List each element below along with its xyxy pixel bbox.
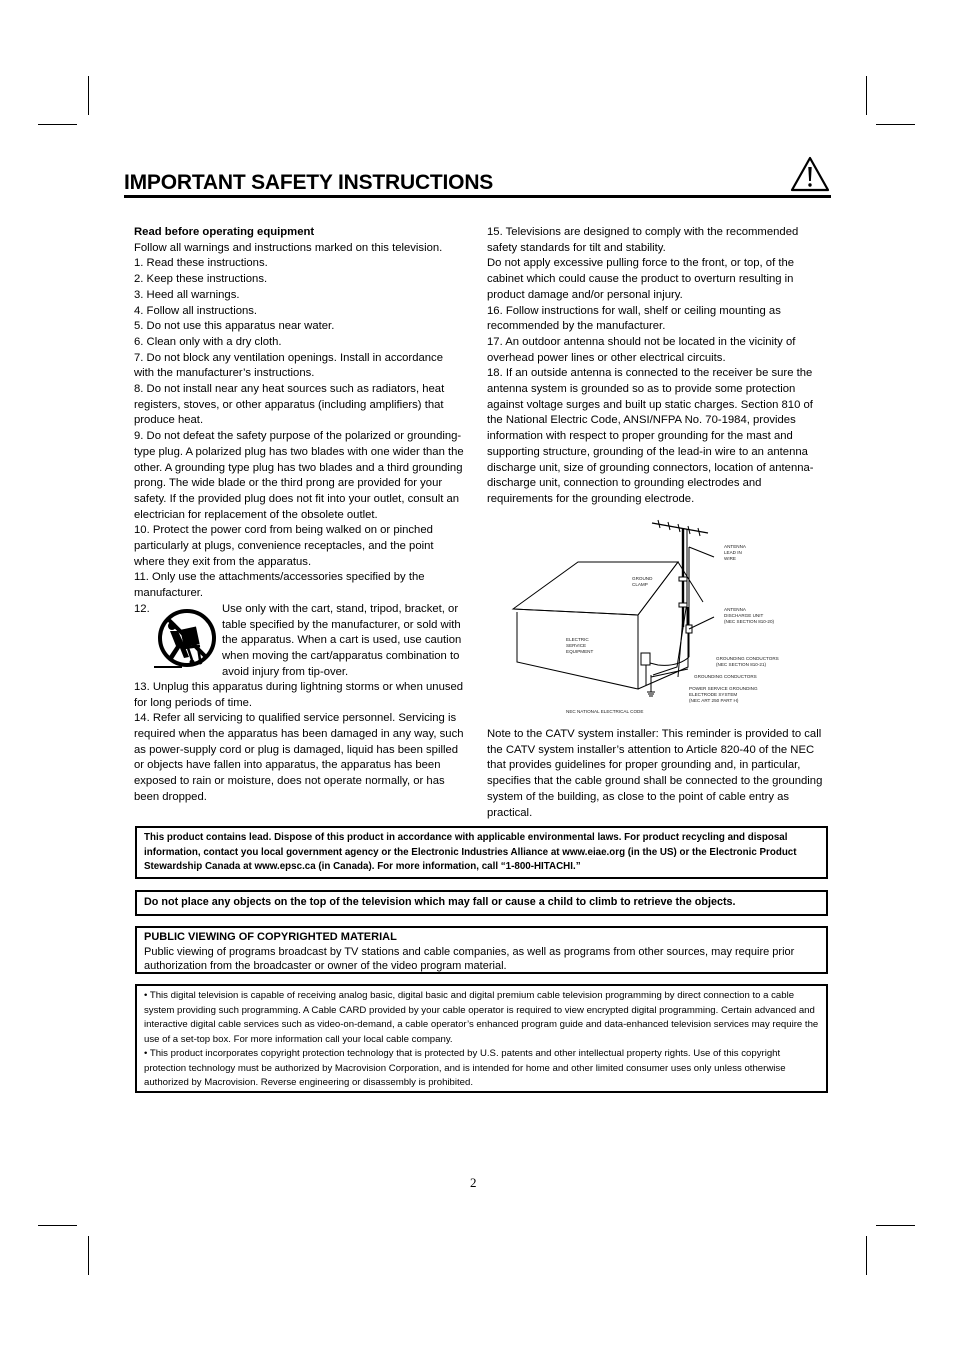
cart-instruction-text: Use only with the cart, stand, tripod, bracket, or table specified by the manufacturer, or sold with the apparatus. When a cart is used, use caution when moving the cart/apparatus combination to avoid injury from tip-over. (222, 602, 462, 678)
cart-instruction (134, 602, 464, 680)
instruction-item: 13. Unplug this apparatus during lightning storms or when unused for long periods of time. (134, 680, 464, 709)
right-column (487, 225, 827, 508)
label-grounding-conductors: GROUNDING CONDUCTORS (716, 656, 779, 661)
warning-triangle-icon (790, 156, 830, 192)
label-antenna-lead: LEAD IN (724, 550, 742, 555)
label-antenna-lead: WIRE (724, 556, 736, 561)
label-discharge-unit: DISCHARGE UNIT (724, 613, 764, 618)
instruction-item: 11. Only use the attachments/accessories specified by the manufacturer. (134, 571, 425, 600)
label-grounding-conductors: GROUNDING CONDUCTORS (694, 674, 757, 679)
page-title: IMPORTANT SAFETY INSTRUCTIONS (124, 171, 494, 194)
label-power-service: ELECTRODE SYSTEM (689, 692, 738, 697)
left-column (134, 225, 464, 806)
catv-note: Note to the CATV system installer: This reminder is provided to call the CATV system installer’s attention to Article 820-40 of the NEC that provides guidelines for proper grounding and, in particular, specifies that the cable ground shall be connected to the grounding system of the building, as close to the point of cable entry as practical. (487, 728, 823, 819)
label-nec: NEC NATIONAL ELECTRICAL CODE (566, 709, 644, 714)
instruction-item: 4. Follow all instructions. (134, 304, 258, 317)
page-number: 2 (470, 1175, 477, 1190)
lead-notice-text: This product contains lead. Dispose of this product in accordance with applicable environmental laws. For product recycling and disposal information, contact you local government agency or the Electronic Industries Alliance at www.eiae.org (in the US) or the Electronic Product Stewardship Canada at www.epsc.ca (in Canada). For more information, call “1-800-HITACHI.” (144, 832, 797, 872)
digital-cable-box (135, 984, 828, 1093)
instruction-item: 1. Read these instructions. (134, 257, 268, 270)
lead-notice-box (135, 826, 828, 879)
digital-note: • This digital television is capable of receiving analog basic, digital basic and digital premium cable television programming by direct connection to a cable system providing such programming. A Cable CARD provided by your cable operator is required to view encrypted digital programming. Certain advanced and interactive digital cable services such as video-on-demand, a cable operator’s enhanced program guide and data-enhanced television services may require the use of a set-top box. For more information call your local cable company. (144, 990, 819, 1045)
instruction-item: 3. Heed all warnings. (134, 288, 240, 301)
crop-mark (876, 1225, 915, 1226)
label-discharge-unit: (NEC SECTION 810-20) (724, 619, 775, 624)
instruction-item: 14. Refer all servicing to qualified service personnel. Servicing is required when the apparatus has been damaged in any way, such as power-supply cord or plug is damaged, liquid has been spilled or objects have fallen into apparatus, the apparatus has been exposed to rain or moisture, does not operate normally, or has been dropped. (134, 712, 464, 803)
instruction-item: 9. Do not defeat the safety purpose of the polarized or grounding-type plug. A polarized plug has two blades with one wider than the other. A grounding type plug has two blades and a third grounding prong. The wide blade or the third prong are provided for your safety. If the provided plug does not fit into your outlet, consult an electrician for replacement of the obsolete outlet. (134, 430, 464, 521)
crop-mark (866, 76, 867, 115)
copyright-heading: PUBLIC VIEWING OF COPYRIGHTED MATERIAL (144, 931, 397, 943)
crop-mark (38, 1225, 77, 1226)
instruction-item: 6. Clean only with a dry cloth. (134, 335, 282, 348)
copyright-box (135, 926, 828, 974)
label-electric-service: SERVICE (566, 643, 587, 648)
instruction-item: 7. Do not block any ventilation openings. Install in accordance with the manufacturer’s instructions. (134, 351, 443, 380)
instruction-item: 2. Keep these instructions. (134, 273, 268, 286)
instruction-item: 15. Televisions are designed to comply with the recommended safety standards for tilt and stability. (487, 226, 799, 254)
objects-warning-box (135, 890, 828, 916)
digital-note: • This product incorporates copyright protection technology that is protected by U.S. patents and other intellectual property rights. Use of this copyright protection technology must be authorized by Macrovision Corporation, and is intended for home and other limited consumer uses only unless otherwise authorized by Macrovision. Reverse engineering or disassembly is prohibited. (144, 1048, 786, 1088)
copyright-text: Public viewing of programs broadcast by TV stations and cable companies, as well as programs from other sources, may require prior authorization from the broadcaster or owner of the video program material. (144, 945, 795, 972)
label-ground-clamp: CLAMP (632, 582, 648, 587)
instruction-item: 10. Protect the power cord from being walked on or pinched particularly at plugs, convenience receptacles, and the point where they exit from the apparatus. (134, 524, 434, 568)
crop-mark (38, 124, 77, 125)
crop-mark (88, 1236, 89, 1275)
instruction-item: 5. Do not use this apparatus near water. (134, 320, 335, 333)
label-antenna-lead: ANTENNA (724, 544, 746, 549)
house-drawing (513, 562, 703, 689)
label-electric-service: EQUIPMENT (566, 649, 594, 654)
section-heading: Read before operating equipment (134, 226, 315, 238)
instruction-item: 17. An outdoor antenna should not be located in the vicinity of overhead power lines or other electrical circuits. (487, 335, 796, 364)
label-power-service: (NEC ART 250 PART H) (689, 698, 739, 703)
label-electric-service: ELECTRIC (566, 637, 589, 642)
instruction-item: Do not apply excessive pulling force to the front, or top, of the cabinet which could cause the product to overturn resulting in product damage and/or personal injury. (487, 257, 795, 301)
label-ground-clamp: GROUND (632, 576, 653, 581)
cart-tip-over-warning-icon (154, 606, 216, 670)
crop-mark (866, 1236, 867, 1275)
instruction-item: 8. Do not install near any heat sources such as radiators, heat registers, stoves, or other apparatus (including amplifiers) that produce heat. (134, 383, 445, 427)
instruction-item: 16. Follow instructions for wall, shelf or ceiling mounting as recommended by the manufacturer. (487, 304, 781, 333)
crop-mark (88, 76, 89, 115)
item-number: 12. (134, 602, 150, 615)
intro-text: Follow all warnings and instructions marked on this television. (134, 241, 443, 254)
label-discharge-unit: ANTENNA (724, 607, 746, 612)
instruction-item: 18. If an outside antenna is connected to the receiver be sure the antenna system is grounded so as to provide some protection against voltage surges and built up static charges. Section 810 of the National Electric Code, ANSI/NFPA No. 70-1984, provides information with respect to proper grounding for the mast and supporting structure, grounding of the lead-in wire to an antenna discharge unit, size of grounding connectors, location of antenna-discharge unit, connection to grounding electrodes and requirements for the grounding electrode. (487, 367, 814, 505)
antenna-grounding-diagram (508, 517, 808, 722)
title-rule (124, 195, 831, 198)
objects-warning-text: Do not place any objects on the top of the television which may fall or cause a child to climb to retrieve the objects. (144, 896, 736, 908)
antenna-mast (650, 520, 714, 677)
label-grounding-conductors: (NEC SECTION 810-21) (716, 662, 767, 667)
crop-mark (876, 124, 915, 125)
ground-rod (641, 653, 688, 696)
label-power-service: POWER SERVICE GROUNDING (689, 686, 758, 691)
